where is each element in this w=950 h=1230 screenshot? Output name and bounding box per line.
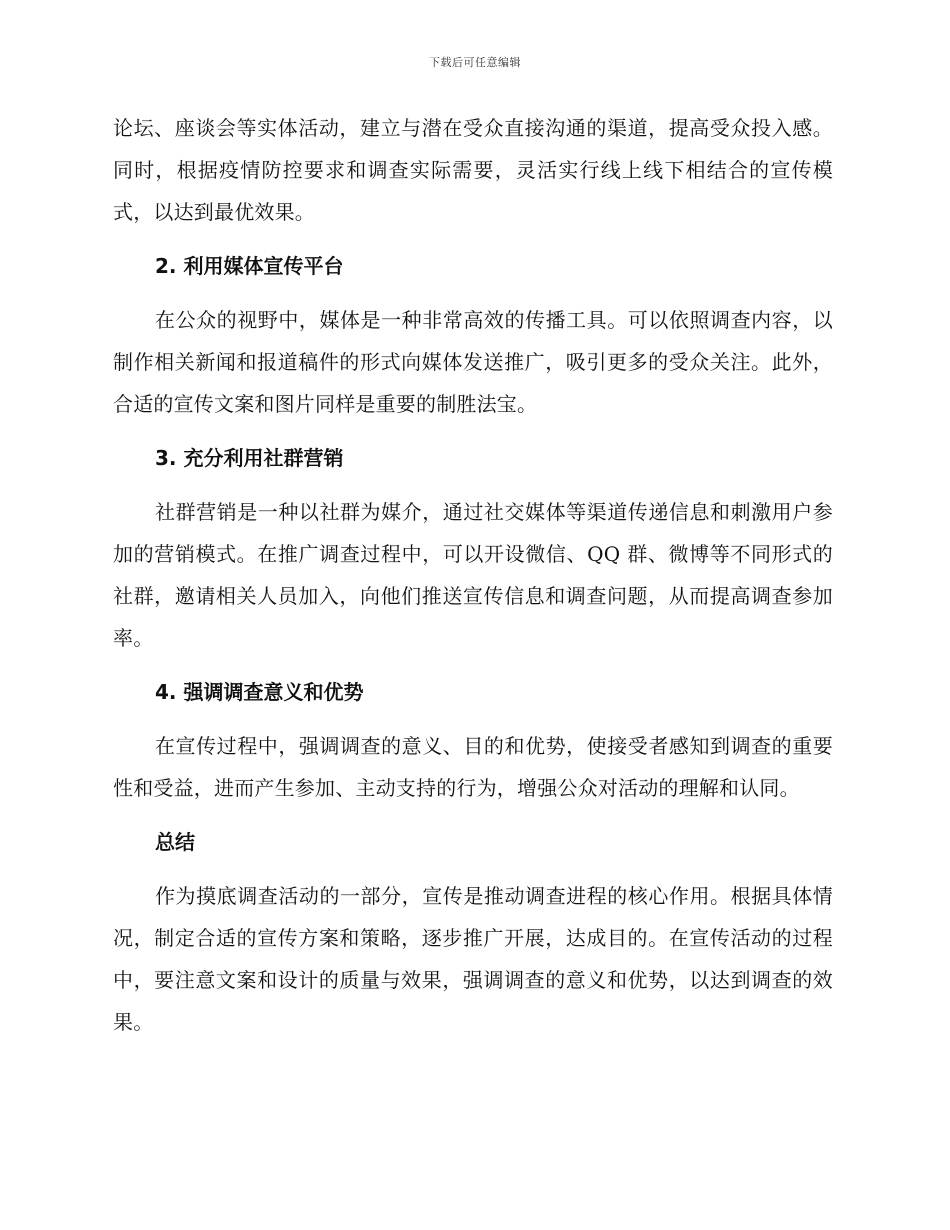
paragraph-summary: 作为摸底调查活动的一部分，宣传是推动调查进程的核心作用。根据具体情况，制定合适的宣传方案和策略，逐步推广开展，达成目的。在宣传活动的过程中，要注意文案和设计的质量与效果，强调调查的意义和优势，以达到调查的效果。	[113, 884, 833, 1034]
document-body	[113, 107, 833, 1043]
paragraph-media: 在公众的视野中，媒体是一种非常高效的传播工具。可以依照调查内容，以制作相关新闻和报道稿件的形式向媒体发送推广，吸引更多的受众关注。此外，合适的宣传文案和图片同样是重要的制胜法宝。	[113, 308, 833, 416]
page-header: 下载后可任意编辑	[429, 56, 521, 69]
paragraph-significance: 在宣传过程中，强调调查的意义、目的和优势，使接受者感知到调查的重要性和受益，进而产生参加、主动支持的行为，增强公众对活动的理解和认同。	[113, 734, 833, 800]
paragraph-community: 社群营销是一种以社群为媒介，通过社交媒体等渠道传递信息和刺激用户参加的营销模式。在推广调查过程中，可以开设微信、QQ 群、微博等不同形式的社群，邀请相关人员加入，向他们推送宣传信息和调查问题，从而提高调查参加率。	[113, 500, 833, 650]
section-heading-community: 3. 充分利用社群营销	[155, 446, 344, 470]
paragraph-continuation: 论坛、座谈会等实体活动，建立与潜在受众直接沟通的渠道，提高受众投入感。同时，根据疫情防控要求和调查实际需要，灵活实行线上线下相结合的宣传模式，以达到最优效果。	[113, 116, 833, 224]
section-heading-media: 2. 利用媒体宣传平台	[155, 254, 344, 278]
section-heading-summary: 总结	[155, 830, 195, 854]
section-heading-significance: 4. 强调调查意义和优势	[155, 680, 364, 704]
